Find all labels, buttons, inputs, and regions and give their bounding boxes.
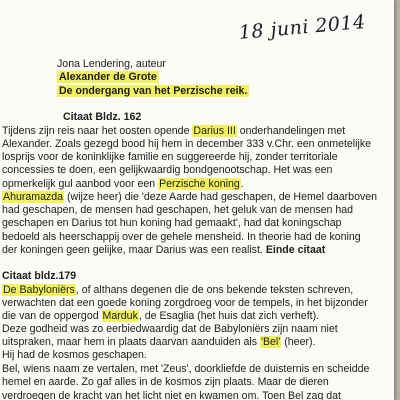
book-title — [57, 71, 159, 84]
book-subtitle — [57, 85, 249, 98]
quote1-line-9: bedoeld als heerschappij over de gehele mensheid. In theorie had de koning — [2, 231, 361, 243]
ahuramazda-highlight: Ahuramazda — [3, 191, 64, 203]
text-span: , de Esaglia (het huis dat zich verheft). — [138, 310, 320, 322]
quote1-line-1 — [2, 125, 345, 138]
quote1-line-4: concessies te doen, een gelijkwaardig bondgenootschap. Het was een — [2, 164, 333, 176]
quote1-line-3: losprijs voor de koninklijke familie en suggereerde hij, zonder territoriale — [2, 151, 338, 163]
handwritten-date: 18 juni 2014 — [238, 10, 367, 44]
text-span: opmerkelijk gul aanbod voor een — [2, 178, 159, 190]
text-span: (wijze heer) die 'deze Aarde had geschapen, de Hemel daarboven — [64, 191, 378, 203]
quote2-line-9: verdroegen de kracht van het licht niet en kwamen om. Toen Bel zag dat — [2, 390, 342, 400]
quote2-line-1 — [2, 284, 353, 297]
quote1-line-5 — [2, 178, 244, 191]
perzische-koning-highlight: Perzische koning — [159, 178, 240, 190]
book-title-highlight: Alexander de Grote — [59, 71, 157, 83]
text-span: , of althans degenen die de ons bekende teksten schreven, — [75, 284, 354, 296]
text-span: onderhandelingen met — [236, 125, 346, 137]
text-span: Tijdens zijn reis naar het oosten opende — [2, 125, 193, 137]
quote1-line-7: had geschapen, de mensen had geschapen, het geluk van de mensen had — [2, 204, 354, 216]
text-span: . — [240, 178, 244, 190]
quote2-line-8: hemel en aarde. Zo gaf alles in de kosmos zijn plaats. Maar de dieren — [2, 376, 329, 388]
quote2-line-6: Hij had de kosmos geschapen. — [2, 349, 147, 361]
quote1-line-2: Alexander. Zoals gezegd bood hij hem in december 333 v.Chr. een onmetelijke — [2, 138, 372, 150]
quote1-heading: Citaat Bldz. 162 — [63, 111, 142, 123]
text-span: die van de oppergod — [2, 310, 102, 322]
quote1-line-6 — [2, 191, 377, 204]
text-span: der koningen geen gelijke, maar Darius was een realist. — [2, 244, 266, 256]
quote2-line-7: Bel, wiens naam ze vertalen, met 'Zeus', doorkliefde de duisternis en scheidde — [2, 363, 370, 375]
bel-highlight: 'Bel' — [260, 336, 281, 348]
quote1-line-10 — [2, 244, 325, 257]
author-line: Jona Lendering, auteur — [57, 58, 166, 70]
babyloniers-highlight: De Babyloniërs — [3, 284, 75, 296]
darius-highlight: Darius III — [193, 125, 236, 137]
book-subtitle-highlight: De ondergang van het Perzische reik. — [59, 85, 248, 97]
text-span: (heer). — [281, 336, 316, 348]
end-quote-label: Einde citaat — [265, 244, 326, 256]
marduk-highlight: Marduk — [102, 310, 138, 322]
quote2-line-4: Deze godheid was zo eerbiedwaardig dat de Babyloniërs zijn naam niet — [2, 323, 338, 335]
quote2-line-2: verwachten dat een goede koning zorgdroeg voor de tempels, in het bijzonder — [2, 297, 368, 309]
quote2-line-3 — [2, 310, 319, 323]
quote2-line-5 — [2, 336, 315, 349]
text-span: uitspraken, maar hem in plaats daarvan aanduiden als — [2, 336, 260, 348]
quote2-heading: Citaat bldz.179 — [2, 270, 77, 282]
quote1-line-8: geschapen en Darius tot hun koning had gemaakt', had dat koningschap — [2, 217, 342, 229]
